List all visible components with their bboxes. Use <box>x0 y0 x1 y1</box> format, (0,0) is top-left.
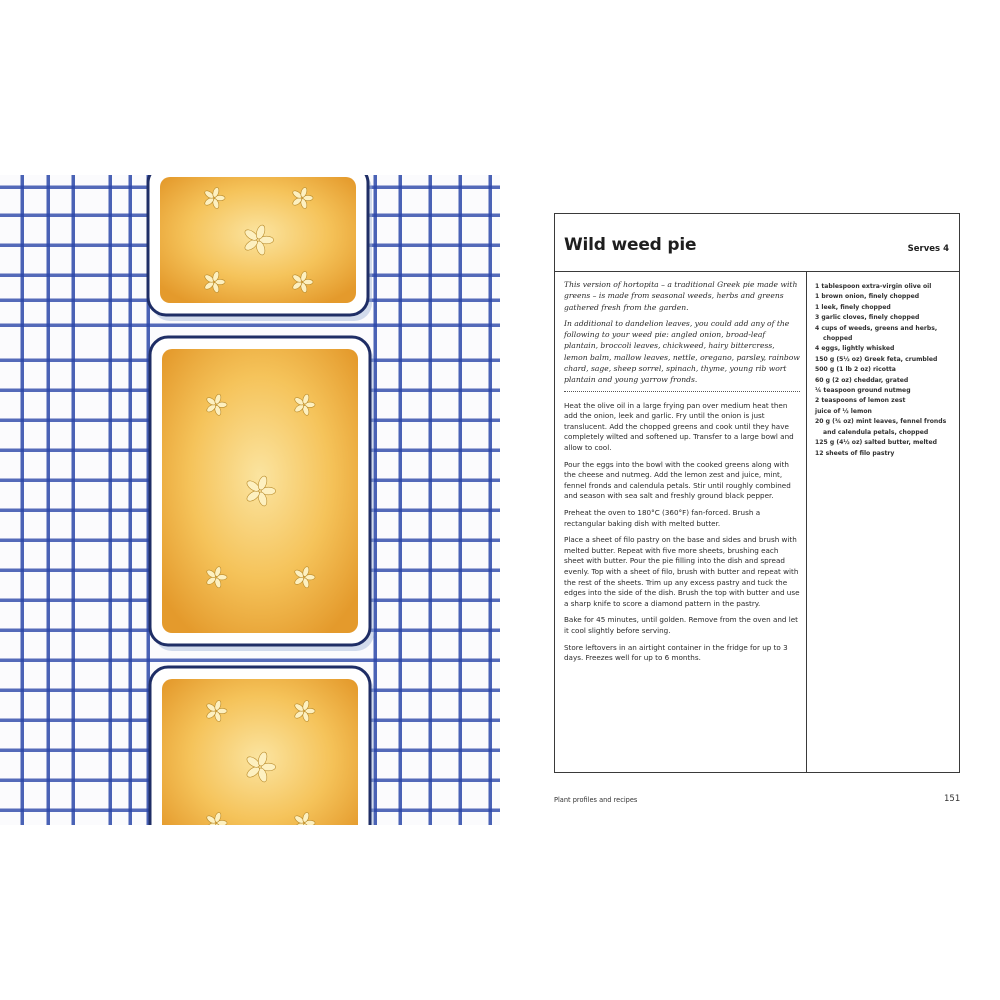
grid-stripe <box>0 659 500 663</box>
grid-stripe <box>399 175 403 825</box>
pie-dish <box>150 337 374 651</box>
ingredient-item: 4 eggs, lightly whisked <box>815 345 895 353</box>
recipe-header <box>555 214 959 272</box>
ingredient-item: 12 sheets of filo pastry <box>815 449 895 457</box>
ingredient-item: 1 tablespoon extra-virgin olive oil <box>815 283 932 290</box>
grid-stripe <box>72 175 76 825</box>
recipe-title: Wild weed pie <box>564 235 697 255</box>
ingredient-item: 1 leek, finely chopped <box>815 303 891 311</box>
pie-dish <box>148 175 372 321</box>
method-step: Place a sheet of filo pastry on the base and sides and brush with melted butter. Repeat with five more sheets, brushing each sheet with butter. Pour the pie filling into the dish and spread evenly. Top with a sheet of filo, brush with butter and repeat with the rest of the sheets. Trim up any excess pastry and tuck the edges into the side of the dish. Brush the top with butter and use a sharp knife to score a diamond pattern in the pastry. <box>564 535 800 608</box>
ingredient-item: 4 cups of weeds, greens and herbs, chopped <box>815 324 938 343</box>
ingredient-item: ¼ teaspoon ground nutmeg <box>815 387 911 395</box>
grid-stripe <box>374 175 378 825</box>
ingredient-item: 60 g (2 oz) cheddar, grated <box>815 376 909 384</box>
grid-stripe <box>489 175 493 825</box>
grid-stripe <box>21 175 25 825</box>
intro-paragraph: In additional to dandelion leaves, you could add any of the following to your weed pie: angled onion, broad-leaf plantain, broccoli leaves, chickweed, hairy bittercress, lemon balm, mallow leaves, nettle, oregano, parsley, rainbow chard, sage, sheep sorrel, spinach, thyme, young rib wort plantain and young yarrow fronds. <box>564 318 800 385</box>
running-footer: Plant profiles and recipes <box>554 796 638 804</box>
grid-stripe <box>0 324 500 328</box>
ingredients-list <box>815 282 957 459</box>
ingredient-item: 3 garlic cloves, finely chopped <box>815 314 920 322</box>
method-step: Bake for 45 minutes, until golden. Remove from the oven and let it cool slightly before serving. <box>564 615 798 635</box>
grid-stripe <box>429 175 433 825</box>
method-step: Pour the eggs into the bowl with the cooked greens along with the cheese and nutmeg. Add the lemon zest and juice, mint, fennel fronds and calendula petals. Stir until roughly combined and season with sea salt and freshly ground black pepper. <box>564 459 791 501</box>
column-divider <box>806 271 807 772</box>
grid-stripe <box>129 175 133 825</box>
recipe-intro <box>564 279 800 386</box>
page-number: 151 <box>944 794 961 804</box>
recipe-text-column <box>564 279 800 670</box>
grid-stripe <box>47 175 51 825</box>
method-step: Preheat the oven to 180°C (360°F) fan-forced. Brush a rectangular baking dish with melted butter. <box>564 508 761 528</box>
serves-label: Serves 4 <box>907 244 949 254</box>
ingredient-item: 1 brown onion, finely chopped <box>815 293 920 301</box>
method-step: Heat the olive oil in a large frying pan over medium heat then add the onion, leek and garlic. Fry until the onion is just translucent. Add the chopped greens and cook until they have completely wilted and softened up. Transfer to a large bowl and allow to cool. <box>564 400 794 453</box>
ingredient-item: 500 g (1 lb 2 oz) ricotta <box>815 366 896 374</box>
recipe-card <box>554 213 960 773</box>
pie-illustration <box>0 175 500 825</box>
ingredient-item: 20 g (¾ oz) mint leaves, fennel fronds and calendula petals, chopped <box>815 418 947 436</box>
dotted-divider <box>564 391 800 392</box>
method-step: Store leftovers in an airtight container in the fridge for up to 3 days. Freezes well for up to 6 months. <box>564 642 788 663</box>
tablecloth-and-pies <box>0 175 500 825</box>
ingredient-item: 125 g (4½ oz) salted butter, melted <box>815 439 937 447</box>
grid-stripe <box>459 175 463 825</box>
intro-paragraph: This version of hortopita – a traditional Greek pie made with greens – is made from seasonal weeds, herbs and greens gathered fresh from the garden. <box>564 280 798 312</box>
ingredient-item: 150 g (5½ oz) Greek feta, crumbled <box>815 355 938 363</box>
grid-stripe <box>109 175 113 825</box>
ingredient-item: 2 teaspoons of lemon zest <box>815 397 906 405</box>
pie-dishes <box>148 175 374 825</box>
ingredient-item: juice of ½ lemon <box>815 407 872 415</box>
recipe-method <box>564 401 800 664</box>
pie-dish <box>150 667 374 825</box>
